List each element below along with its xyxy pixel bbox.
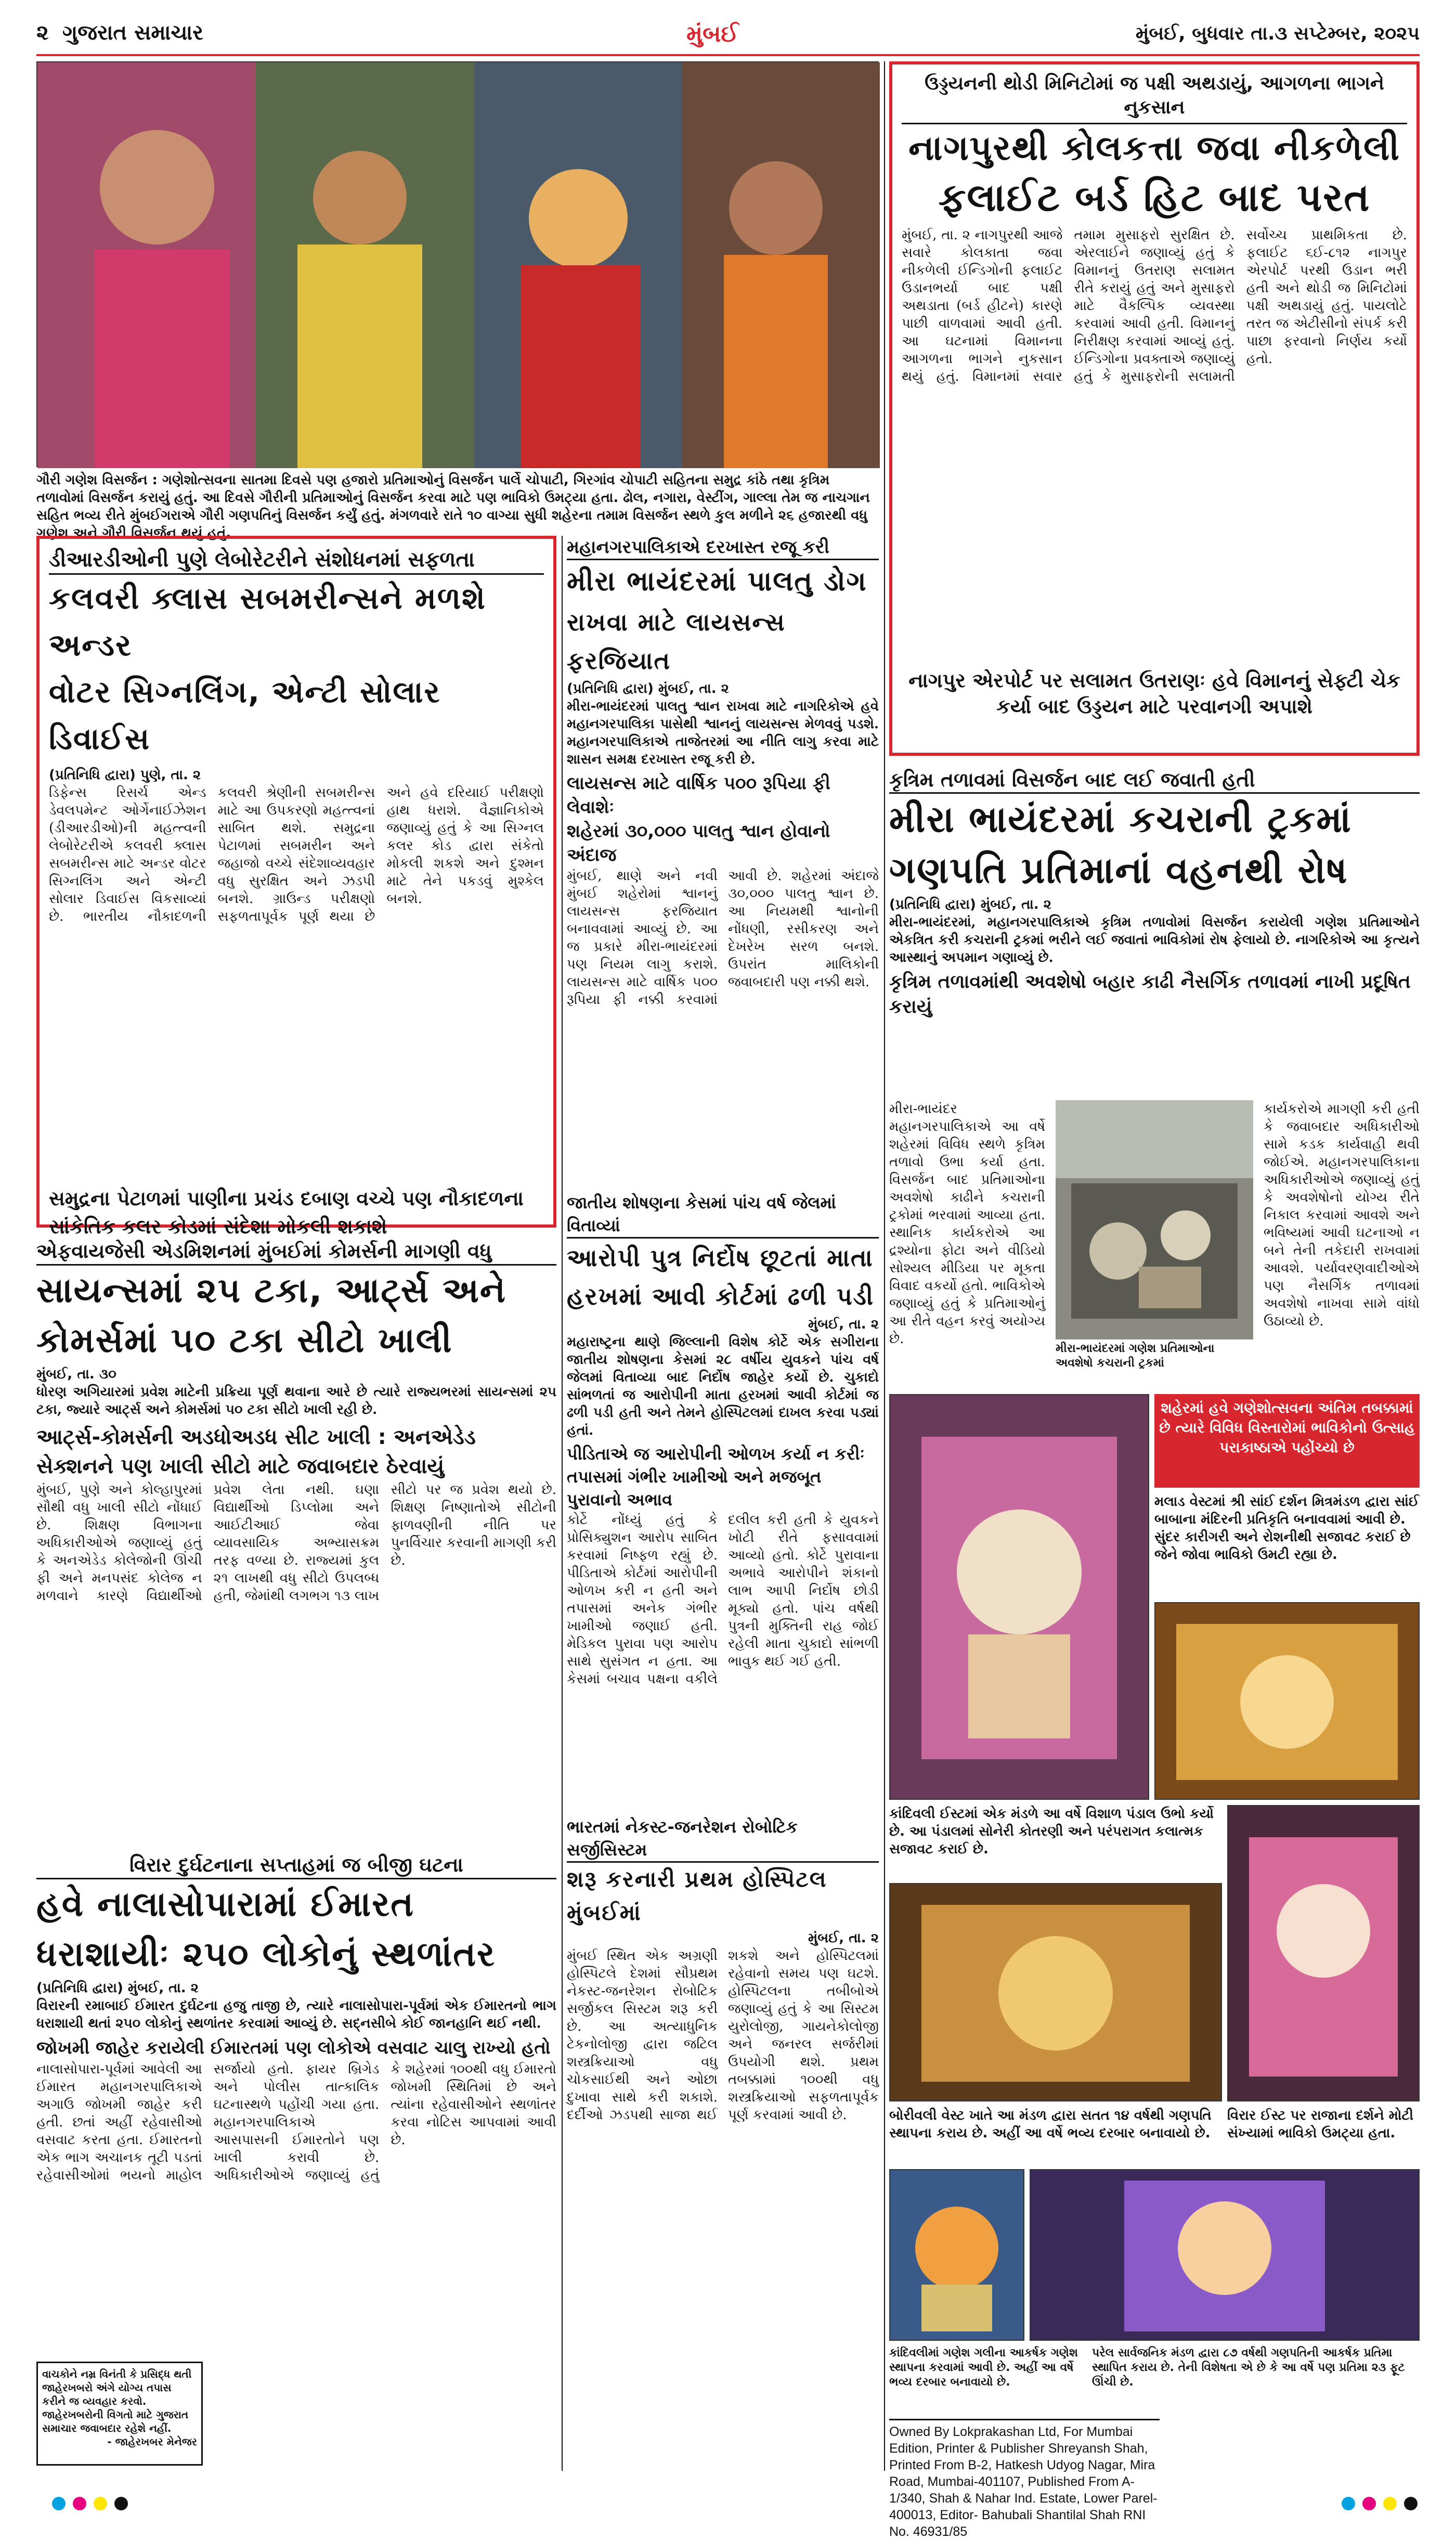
header-rule: [36, 54, 1420, 56]
court-dateline: મુંબઈ, તા. ૨: [808, 1317, 879, 1332]
virar-headline-2: ધરાશાયીઃ ૨૫૦ લોકોનું સ્થળાંતર: [36, 1934, 496, 1974]
festival-caption-3: બોરીવલી વેસ્ટ ખાતે આ મંડળ દ્વારા સતત ૧૪ વર્ષથી ગણપતિ સ્થાપના કરાય છે. અહીં આ વર્ષે ભવ્ય દરબાર બનાવાયો છે.: [889, 2108, 1212, 2141]
flight-headline-2: ફલાઈટ બર્ડ હિટ બાદ પરત: [938, 175, 1371, 220]
festival-caption-2: કાંદિવલી ઈસ્ટમાં એક મંડળે આ વર્ષે વિશાળ પંડાલ ઉભો કર્યો છે. આ પંડાલમાં સોનેરી કોતરણી અને પરંપરાગત કલાત્મક સજાવટ કરાઈ છે.: [889, 1806, 1214, 1857]
column-rule: [562, 536, 563, 2471]
tank-photo: [1056, 1100, 1253, 1381]
submarine-headline-1: કલવરી ક્લાસ સબમરીન્સને મળશે અન્ડર: [49, 581, 486, 663]
virar-headline-1: હવે નાલાસોપારામાં ઈમારત: [36, 1884, 415, 1924]
column-rule: [884, 61, 885, 2471]
tank-photo-caption: મીરા-ભાયંદરમાં ગણેશ પ્રતિમાઓના અવશેષો કચરાની ટ્રકમાં: [1056, 1342, 1215, 1370]
festival-box: [889, 1394, 1420, 2408]
virar-notice-sign: - જાહેરખબર મેનેજર: [107, 2435, 197, 2448]
court-body: કોર્ટે નોંધ્યું હતું કે પ્રોસિક્યુશન આરોપ સાબિત કરવામાં નિષ્ફળ રહ્યું છે. પીડિતાએ કોર્ટમાં આરોપીની ઓળખ કરી ન હતી અને તપાસમાં અનેક ગંભીર ખામીઓ જણાઈ હતી. મેડિકલ પુરાવા પણ આરોપ સાથે સુસંગત ન હતા. આ કેસમાં બચાવ પક્ષના વકીલે દલીલ કરી હતી કે યુવકને ખોટી રીતે ફસાવવામાં આવ્યો હતો. કોર્ટે પુરાવાના અભાવે આરોપીને શંકાનો લાભ આપી નિર્દોષ છોડી મૂક્યો હતો. પાંચ વર્ષથી પુત્રની મુક્તિની રાહ જોઈ રહેલી માતા ચુકાદો સાંભળી ભાવુક થઈ ગઈ હતી.: [567, 1512, 879, 1687]
festival-caption-1: મલાડ વેસ્ટમાં શ્રી સાંઈ દર્શન મિત્રમંડળ દ્વારા સાંઈ બાબાના મંદિરની પ્રતિકૃતિ બનાવવામાં આવી છે. સુંદર કારીગરી અને રોશનીથી સજાવટ કરાઈ છે જેને જોવા ભાવિકો ઉમટી રહ્યા છે.: [1154, 1494, 1419, 1563]
registration-dot-black: [1404, 2497, 1418, 2510]
hospital-headline: શરૂ કરનારી પ્રથમ હોસ્પિટલ મુંબઈમાં: [567, 1866, 827, 1925]
registration-dot-yellow: [1383, 2497, 1397, 2510]
festival-photo-5: [889, 2169, 1024, 2341]
dog-license-story: [567, 536, 879, 1181]
registration-dot-cyan: [1342, 2497, 1355, 2510]
festival-caption-5: કાંદિવલીમાં ગણેશ ગલીના આકર્ષક ગણેશ સ્થાપના કરવામાં આવી છે. અહીં આ વર્ષે ભવ્ય દરબાર બનાવાયો છે.: [889, 2346, 1078, 2389]
flight-story-box: [889, 61, 1420, 756]
court-subhead: પીડિતાએ જ આરોપીની ઓળખ કર્યા ન કરીઃ તપાસમાં ગંભીર ખામીઓ અને મજબૂત પુરાવાનો અભાવ: [567, 1444, 865, 1510]
gauri-visarjan-photo: [37, 62, 880, 468]
dog-headline-1: મીરા ભાયંદરમાં પાલતુ ડોગ: [567, 566, 867, 597]
festival-caption-6: પરેલ સાર્વજનિક મંડળ દ્વારા ૮૭ વર્ષથી ગણપતિની આકર્ષક પ્રતિમા સ્થાપિત કરાય છે. તેની વિશેષતા એ છે કે આ વર્ષે પણ પ્રતિમા ૨૩ ફૂટ ઊંચી છે.: [1092, 2346, 1405, 2389]
admission-headline-2: કોમર્સમાં ૫૦ ટકા સીટો ખાલી: [36, 1320, 453, 1360]
festival-photo-3: [889, 1883, 1222, 2101]
admission-body: મુંબઈ, પુણે અને કોલ્હાપુરમાં સૌથી વધુ ખાલી સીટો નોંધાઈ છે. શિક્ષણ વિભાગના અધિકારીઓએ જણાવ્યું હતું કે અનએડેડ કોલેજોની ઊંચી ફી અને મનપસંદ કોલેજ ન મળવાને કારણે વિદ્યાર્થીઓ પ્રવેશ લેતા નથી. ઘણા વિદ્યાર્થીઓ ડિપ્લોમા અને આઈટીઆઈ જેવા વ્યાવસાયિક અભ્યાસક્રમ તરફ વળ્યા છે. રાજ્યમાં કુલ ૨૧ લાખથી વધુ સીટો ઉપલબ્ધ હતી, જેમાંથી લગભગ ૧૩ લાખ સીટો પર જ પ્રવેશ થયો છે. શિક્ષણ નિષ્ણાતોએ સીટોની ફાળવણીની નીતિ પર પુનર્વિચાર કરવાની માગણી કરી છે.: [36, 1482, 556, 1604]
section-title: મુંબઈ: [686, 21, 739, 47]
imprint-text: Owned By Lokprakashan Ltd, For Mumbai Edition, Printer & Publisher Shreyansh Shah, Printed From B-2, Hatkesh Udyog Nagar, Mira Road, Mumbai-401107, Published From A-1/340, Shah & Nahar Ind. Estate, Lower Parel-400013, Editor- Bahubali Shantilal Shah RNI No. 46931/85: [889, 2425, 1158, 2539]
virar-lead: વિરારની રમાબાઈ ઈમારત દુર્ઘટના હજુ તાજી છે, ત્યારે નાલાસોપારા-પૂર્વમાં એક ઈમારતનો ભાગ ધરાશાયી થતાં ૨૫૦ લોકોનું સ્થળાંતર કરવામાં આવ્યું છે. સદ્નસીબે કોઈ જાનહાનિ થઈ નથી.: [36, 1998, 556, 2031]
admission-headline-1: સાયન્સમાં ૨૫ ટકા, આર્ટ્સ અને: [36, 1270, 506, 1310]
hospital-story: [567, 1815, 879, 2471]
dog-headline-2: રાખવા માટે લાયસન્સ ફરજિયાત: [567, 608, 786, 675]
virar-subhead: જોખમી જાહેર કરાયેલી ઈમારતમાં પણ લોકોએ વસવાટ ચાલુ રાખ્યો હતો: [36, 2038, 551, 2058]
virar-kicker: વિરાર દુર્ઘટનાના સપ્તાહમાં જ બીજી ઘટના: [36, 1852, 556, 1879]
submarine-body: ડિફેન્સ રિસર્ચ એન્ડ ડેવલપમેન્ટ ઓર્ગેનાઈઝેશન (ડીઆરડીઓ)ની મહત્ત્વની લેબોરેટરીએ કલવરી ક્લાસ સબમરીન્સ માટે અન્ડર વોટર સિગ્નલિંગ અને એન્ટી સોલાર ડિવાઈસ વિકસાવ્યાં છે. ભારતીય નૌકાદળની કલવરી શ્રેણીની સબમરીન્સ માટે આ ઉપકરણો મહત્ત્વનાં સાબિત થશે. સમુદ્રના પેટાળમાં સબમરીન અને જહાજો વચ્ચે સંદેશાવ્યવહાર વધુ સુરક્ષિત અને ઝડપી બનશે. ગ્રાઉન્ડ પરીક્ષણો સફળતાપૂર્વક પૂર્ણ થયા છે અને હવે દરિયાઈ પરીક્ષણો હાથ ધરાશે. વૈજ્ઞાનિકોએ જણાવ્યું હતું કે આ સિગ્નલ કલર કોડ દ્વારા સંકેતો મોકલી શકશે અને દુશ્મન માટે તેને પકડવું મુશ્કેલ બનશે.: [49, 785, 544, 924]
hospital-kicker: ભારતમાં નેકસ્ટ-જનરેશન રોબોટિક સર્જીસિસ્ટમ: [567, 1815, 879, 1863]
flight-body: મુંબઈ, તા. ૨ નાગપુરથી આજે સવારે કોલકાતા જવા નીકળેલી ઈન્ડિગોની ફલાઈટ ઉડાનભર્યા બાદ પક્ષી અથડાતા (બર્ડ હીટને) કારણે પાછી વાળવામાં આવી હતી. આ ઘટનામાં વિમાનના આગળના ભાગને નુકસાન થયું હતું. વિમાનમાં સવાર તમામ મુસાફરો સુરક્ષિત છે. એરલાઈને જણાવ્યું હતું કે વિમાનનું ઉતરાણ સલામત રીતે કરાયું હતું અને મુસાફરો માટે વૈકલ્પિક વ્યવસ્થા કરવામાં આવી હતી. વિમાનનું નિરીક્ષણ કરવામાં આવ્યું હતું. ઈન્ડિગોના પ્રવક્તાએ જણાવ્યું હતું કે મુસાફરોની સલામતી સર્વોચ્ચ પ્રાથમિકતા છે. ફલાઈટ ૬ઈ-૮૧૨ નાગપુર એરપોર્ટ પરથી ઉડાન ભરી હતી અને થોડી જ મિનિટોમાં પક્ષી અથડાયું હતું. પાયલોટે તરત જ એટીસીનો સંપર્ક કરી પાછા ફરવાનો નિર્ણય કર્યો હતો.: [902, 227, 1407, 384]
hospital-body: મુંબઈ સ્થિત એક અગ્રણી હોસ્પિટલે દેશમાં સૌપ્રથમ નેકસ્ટ-જનરેશન રોબોટિક સર્જીકલ સિસ્ટમ શરૂ કરી છે. આ અત્યાધુનિક ટેકનોલોજી દ્વારા જટિલ શસ્ત્રક્રિયાઓ વધુ ચોકસાઈથી અને ઓછા દુખાવા સાથે કરી શકાશે. દર્દીઓ ઝડપથી સાજા થઈ શકશે અને હોસ્પિટલમાં રહેવાનો સમય પણ ઘટશે. હોસ્પિટલના તબીબોએ જણાવ્યું હતું કે આ સિસ્ટમ યુરોલોજી, ગાયનેકોલોજી અને જનરલ સર્જરીમાં ઉપયોગી થશે. પ્રથમ તબક્કામાં ૧૦૦થી વધુ શસ્ત્રક્રિયાઓ સફળતાપૂર્વક પૂર્ણ કરવામાં આવી છે.: [567, 1948, 879, 2123]
submarine-headline-2: વોટર સિગ્નલિંગ, એન્ટી સોલાર ડિવાઈસ: [49, 674, 441, 756]
court-lead: મહારાષ્ટ્રના થાણે જિલ્લાની વિશેષ કોર્ટે એક સગીરાના જાતીય શોષણના કેસમાં ૨૮ વર્ષીય યુવકને પાંચ વર્ષ જેલમાં વિતાવ્યા બાદ નિર્દોષ જાહેર કર્યો છે. ચુકાદો સાંભળતાં જ આરોપીની માતા હરખમાં આવી કોર્ટમાં જ ઢળી પડી હતી અને તેમને હોસ્પિટલમાં દાખલ કરવા પડ્યાં હતાં.: [567, 1334, 879, 1438]
malad-ganesh-photo: [890, 1395, 1148, 1799]
festival-title: શહેરમાં હવે ગણેશોત્સવના અંતિમ તબક્કામાં છે ત્યારે વિવિધ વિસ્તારોમાં ભાવિકોનો ઉત્સાહ પરાકાષ્ઠાએ પહોંચ્યો છે: [1159, 1399, 1415, 1456]
dog-body: મુંબઈ, થાણે અને નવી મુંબઈ શહેરોમાં શ્વાનનું લાયસન્સ ફરજિયાત બનાવવામાં આવ્યું છે. આ જ પ્રકારે મીરા-ભાયંદરમાં પણ નિયમ લાગુ કરાશે. લાયસન્સ માટે વાર્ષિક ૫૦૦ રૂપિયા ફી નક્કી કરવામાં આવી છે. શહેરમાં અંદાજે ૩૦,૦૦૦ પાલતુ શ્વાન છે. આ નિયમથી શ્વાનોની નોંધણી, રસીકરણ અને દેખરેખ સરળ બનશે. ઉપરાંત માલિકોની જવાબદારી પણ નક્કી થશે.: [567, 868, 879, 1008]
dog-subhead-2: શહેરમાં ૩૦,૦૦૦ પાલતુ શ્વાન હોવાનો અંદાજ: [567, 821, 830, 866]
registration-dot-magenta: [1362, 2497, 1376, 2510]
tank-headline-2: ગણપતિ પ્રતિમાનાં વહનથી રોષ: [889, 849, 1348, 892]
admission-lead: ધોરણ અગિયારમાં પ્રવેશ માટેની પ્રક્રિયા પૂર્ણ થવાના આરે છે ત્યારે રાજ્યભરમાં સાયન્સમાં ૨૫ ટકા, જ્યારે આર્ટ્સ અને કોમર્સમાં ૫૦ ટકા સીટો ખાલી રહી છે.: [36, 1384, 556, 1417]
dog-byline: (પ્રતિનિધિ દ્વારા) મુંબઈ, તા. ૨: [567, 681, 729, 697]
registration-dot-cyan: [52, 2497, 66, 2510]
virar-notice-box: [36, 2362, 203, 2466]
festival-photo-1: [889, 1394, 1149, 1800]
tank-subhead: કૃત્રિમ તળાવમાંથી અવશેષો બહાર કાઢી નૈસર્ગિક તળાવમાં નાખી પ્રદૂષિત કરાયું: [889, 971, 1411, 1017]
tank-story: [889, 767, 1420, 1386]
dateline: મુંબઈ, બુધવાર તા.૩ સપ્ટેમ્બર, ૨૦૨૫: [1135, 23, 1420, 44]
festival-caption-4: વિરાર ઈસ્ટ પર રાજાના દર્શને મોટી સંખ્યામાં ભાવિકો ઉમટ્યા હતા.: [1227, 2108, 1414, 2141]
admission-story: [36, 1238, 556, 1841]
tank-kicker: કૃત્રિમ તળાવમાં વિસર્જન બાદ લઈ જવાતી હતી: [889, 767, 1420, 794]
tank-body-right: કાર્યકરોએ માગણી કરી હતી કે જવાબદાર અધિકારીઓ સામે કડક કાર્યવાહી થવી જોઈએ. મહાનગરપાલિકાના અધિકારીઓએ જણાવ્યું હતું કે અવશેષોનો યોગ્ય રીતે નિકાલ કરવામાં આવશે અને ભવિષ્યમાં આવી ઘટનાઓ ન બને તેની તકેદારી રાખવામાં આવશે. પર્યાવરણવાદીઓએ પણ નૈસર્ગિક તળાવમાં અવશેષો નાખવા સામે વાંધો ઉઠાવ્યો છે.: [1264, 1101, 1420, 1329]
admission-subhead: આર્ટ્સ-કોમર્સની અડધોઅડધ સીટ ખાલી : અનએડેડ સેક્શનને પણ ખાલી સીટો માટે જવાબદાર ઠેરવાયું: [36, 1425, 476, 1478]
court-headline-2: હરખમાં આવી કોર્ટમાં ઢળી પડી: [567, 1282, 875, 1310]
virar-byline: (પ્રતિનિધિ દ્વારા) મુંબઈ, તા. ૨: [36, 1980, 199, 1996]
kandivali-ganesh-gali-photo: [890, 2170, 1023, 2340]
festival-photo-6: [1030, 2169, 1420, 2341]
virar-raja-photo: [1228, 1806, 1419, 2100]
masthead: ગુજરાત સમાચાર: [62, 21, 203, 45]
top-photo-caption: ગૌરી ગણેશ વિસર્જન : ગણેશોત્સવના સાતમા દિવસે પણ હજારો પ્રતિમાઓનું વિસર્જન પાર્લે ચોપાટી, ગિરગાંવ ચોપાટી સહિતના સમુદ્ર કાંઠે તથા કૃત્રિમ તળાવોમાં વિસર્જન કરાયું હતું. આ દિવસે ગૌરીની પ્રતિમાઓનું વિસર્જન કરવા માટે પણ ભાવિકો ઉમટ્યા હતા. ઢોલ, નગારા, વેસ્ટીંગ, ગાલ્લા તેમ જ નાચગાન સહિત ભવ્ય રીતે મુંબઈગરાએ ગૌરી ગણપતિનું વિસર્જન કર્યું હતું. મંગળવારે રાતે ૧૦ વાગ્યા સુધી શહેરના તમામ વિસર્જન સ્થળે કુલ મળીને ૨૬ હજારથી વધુ ગણેશ અને ગૌરી વિસર્જન થયું હતું.: [36, 472, 870, 541]
dog-subhead-1: લાયસન્સ માટે વાર્ષિક ૫૦૦ રૂપિયા ફી લેવાશેઃ: [567, 773, 830, 818]
flight-subhead: નાગપુર એરપોર્ટ પર સલામત ઉતરાણઃ હવે વિમાનનું સેફ્ટી ચેક કર્યા બાદ ઉડ્ડયન માટે પરવાનગી અપાશે: [908, 669, 1400, 718]
tank-body-left: મીરા-ભાયંદર મહાનગરપાલિકાએ આ વર્ષે શહેરમાં વિવિધ સ્થળે કૃત્રિમ તળાવો ઉભા કર્યા હતા. વિસર્જન બાદ પ્રતિમાઓના અવશેષો કાઢીને કચરાની ટ્રકોમાં ભરવામાં આવ્યા હતા. સ્થાનિક કાર્યકરોએ આ દ્રશ્યોના ફોટા અને વીડિયો સોશ્યલ મીડિયા પર મૂકતા વિવાદ વકર્યો હતો. ભાવિકોએ જણાવ્યું હતું કે પ્રતિમાઓનું આ રીતે વહન કરવું અયોગ્ય છે.: [889, 1101, 1045, 1347]
admission-kicker: એફવાયજેસી એડમિશનમાં મુંબઈમાં કોમર્સની માગણી વધુ: [36, 1238, 556, 1266]
tank-headline-1: મીરા ભાયંદરમાં કચરાની ટ્રકમાં: [889, 798, 1352, 841]
registration-dot-magenta: [73, 2497, 86, 2510]
flight-kicker: ઉડ્ડયનની થોડી મિનિટોમાં જ પક્ષી અથડાયું, આગળના ભાગને નુકસાન: [902, 72, 1407, 124]
submarine-subhead: સમુદ્રના પેટાળમાં પાણીના પ્રચંડ દબાણ વચ્ચે પણ નૌકાદળના સાંકેતિક કલર કોડમાં સંદેશા મોકલી શકાશે: [49, 1187, 524, 1238]
dog-lead: મીરા-ભાયંદરમાં પાલતુ શ્વાન રાખવા માટે નાગરિકોએ હવે મહાનગરપાલિકા પાસેથી શ્વાનનું લાયસન્સ મેળવવું પડશે. મહાનગરપાલિકાએ તાજેતરમાં આ નીતિ લાગુ કરવા માટે શાસન સમક્ષ દરખાસ્ત રજૂ કરી છે.: [567, 699, 879, 767]
virar-story: [36, 1852, 556, 2471]
borivali-darbar-photo: [890, 1884, 1221, 2100]
registration-dot-yellow: [94, 2497, 107, 2510]
tank-garbage-truck-photo: [1056, 1100, 1253, 1339]
tank-byline: (પ્રતિનિધિ દ્વારા) મુંબઈ, તા. ૨: [889, 897, 1051, 912]
festival-title-box: [1154, 1394, 1420, 1488]
submarine-story-box: [36, 536, 556, 1238]
imprint-box: [889, 2419, 1160, 2539]
page-number: ૨: [36, 21, 49, 45]
festival-photo-2: [1154, 1602, 1420, 1800]
virar-notice: વાચકોને નમ્ર વિનંતી કે પ્રસિદ્ધ થતી જાહેરખબરો અંગે યોગ્ય તપાસ કરીને જ વ્યવહાર કરવો. જાહેરખબરોની વિગતો માટે ગુજરાત સમાચાર જવાબદાર રહેશે નહીં.: [42, 2368, 192, 2434]
parel-ganesh-photo: [1031, 2170, 1419, 2340]
top-photo-gauri-visarjan: [36, 61, 879, 467]
kandivali-pandal-photo: [1155, 1603, 1419, 1799]
submarine-byline: (પ્રતિનિધિ દ્વારા) પુણે, તા. ૨: [49, 767, 201, 783]
court-story: [567, 1191, 879, 1805]
tank-lead: મીરા-ભાયંદરમાં, મહાનગરપાલિકાએ કૃત્રિમ તળાવોમાં વિસર્જન કરાયેલી ગણેશ પ્રતિમાઓને એકત્રિત કરી કચરાની ટ્રકમાં ભરીને લઈ જવાતાં ભાવિકોમાં રોષ ફેલાયો છે. નાગરિકોએ આ કૃત્યને આસ્થાનું અપમાન ગણાવ્યું છે.: [889, 914, 1420, 965]
flight-headline-1: નાગપુરથી કોલકત્તા જવા નીકળેલી: [908, 128, 1400, 168]
court-headline-1: આરોપી પુત્ર નિર્દોષ છૂટતાં માતા: [567, 1244, 874, 1272]
hospital-dateline: મુંબઈ, તા. ૨: [808, 1930, 879, 1946]
festival-photo-4: [1227, 1805, 1420, 2101]
court-kicker: જાતીય શોષણના કેસમાં પાંચ વર્ષ જેલમાં વિતાવ્યાં: [567, 1191, 879, 1239]
dog-kicker: મહાનગરપાલિકાએ દરખાસ્ત રજૂ કરી: [567, 536, 879, 560]
submarine-kicker: ડીઆરડીઓની પુણે લેબોરેટરીને સંશોધનમાં સફળતા: [49, 546, 544, 575]
registration-dot-black: [114, 2497, 128, 2510]
admission-dateline: મુંબઈ, તા. ૩૦: [36, 1366, 116, 1382]
virar-body: નાલાસોપારા-પૂર્વમાં આવેલી આ ઈમારત મહાનગરપાલિકાએ અગાઉ જોખમી જાહેર કરી હતી. છતાં અહીં રહેવાસીઓ વસવાટ કરતા હતા. ઈમારતનો એક ભાગ અચાનક તૂટી પડતાં રહેવાસીઓમાં ભયનો માહોલ સર્જાયો હતો. ફાયર બ્રિગેડ અને પોલીસ તાત્કાલિક ઘટનાસ્થળે પહોંચી ગયા હતા. મહાનગરપાલિકાએ આસપાસની ઈમારતોને પણ ખાલી કરાવી છે. અધિકારીઓએ જણાવ્યું હતું કે શહેરમાં ૧૦૦થી વધુ ઈમારતો જોખમી સ્થિતિમાં છે અને ત્યાંના રહેવાસીઓને સ્થળાંતર કરવા નોટિસ આપવામાં આવી છે.: [36, 2061, 556, 2183]
page-header: [36, 21, 1420, 48]
